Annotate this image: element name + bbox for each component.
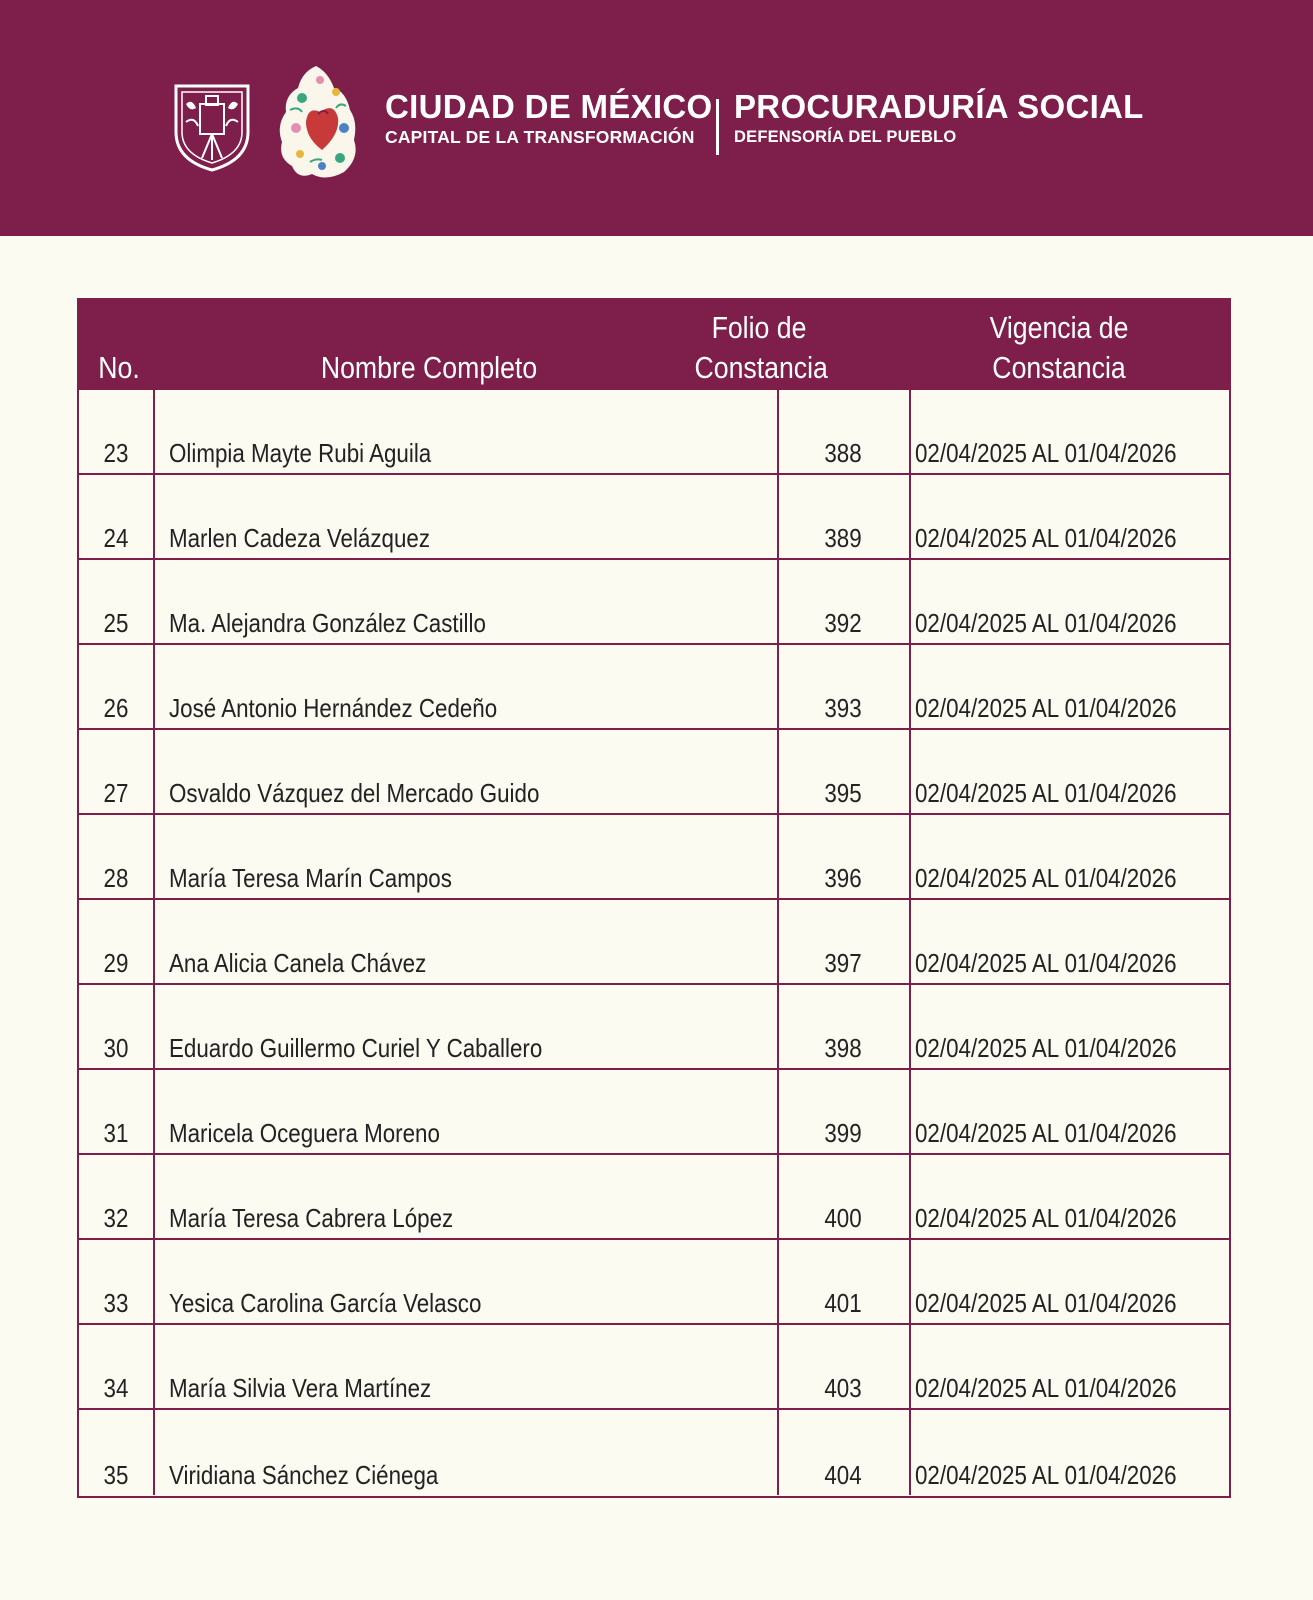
person-name-cell [153,815,779,898]
folio-number: 403 [824,1373,862,1403]
folio-number-cell [777,900,911,983]
col-header-folio-line1: Folio de [711,310,807,345]
vigencia-range-cell [909,1240,1229,1323]
vigencia-range-cell [909,475,1229,558]
table-row [79,1325,1229,1410]
brand-divider [716,99,719,155]
row-number: 23 [103,438,129,468]
person-name: Marlen Cadeza Velázquez [169,523,431,553]
col-header-vigencia-line2: Constancia [992,350,1126,385]
person-name-cell [153,730,779,813]
row-number-cell [79,1410,155,1495]
table-row [79,1410,1229,1495]
col-header-name: Nombre Completo [320,350,538,385]
header-banner [0,0,1313,236]
brand-city [385,88,712,148]
vigencia-range-cell [909,730,1229,813]
row-number: 35 [103,1460,129,1490]
vigencia-range: 02/04/2025 AL 01/04/2026 [915,1033,1177,1063]
person-name-cell [153,1155,779,1238]
folio-number: 400 [824,1203,862,1233]
table-row [79,730,1229,815]
table-row [79,985,1229,1070]
vigencia-range: 02/04/2025 AL 01/04/2026 [915,1460,1177,1490]
folio-number: 395 [824,778,862,808]
vigencia-range: 02/04/2025 AL 01/04/2026 [915,608,1177,638]
row-number: 32 [103,1203,129,1233]
brand-agency-subtitle: DEFENSORÍA DEL PUEBLO [734,128,957,146]
person-name-cell [153,1240,779,1323]
folio-number: 401 [824,1288,862,1318]
row-number-cell [79,900,155,983]
vigencia-range-cell [909,900,1229,983]
row-number: 33 [103,1288,129,1318]
folio-number: 392 [824,608,862,638]
vigencia-range: 02/04/2025 AL 01/04/2026 [915,1373,1177,1403]
col-header-no: No. [98,350,140,385]
vigencia-range: 02/04/2025 AL 01/04/2026 [915,778,1177,808]
person-name: José Antonio Hernández Cedeño [169,693,498,723]
row-number-cell [79,815,155,898]
folio-number-cell [777,730,911,813]
folio-number-cell [777,1070,911,1153]
row-number: 27 [103,778,129,808]
row-number: 34 [103,1373,129,1403]
folio-number-cell [777,985,911,1068]
vigencia-range-cell [909,815,1229,898]
folio-number-cell [777,1410,911,1495]
person-name: Osvaldo Vázquez del Mercado Guido [169,778,540,808]
col-header-vigencia-line1: Vigencia de [989,310,1129,345]
constancias-table [77,298,1231,1498]
cdmx-heart-map-logo [274,62,366,184]
folio-number: 388 [824,438,862,468]
row-number-cell [79,1240,155,1323]
person-name: María Teresa Cabrera López [169,1203,454,1233]
person-name-cell [153,645,779,728]
vigencia-range: 02/04/2025 AL 01/04/2026 [915,863,1177,893]
row-number-cell [79,730,155,813]
vigencia-range: 02/04/2025 AL 01/04/2026 [915,1118,1177,1148]
row-number: 29 [103,948,129,978]
person-name-cell [153,985,779,1068]
folio-number: 396 [824,863,862,893]
row-number: 24 [103,523,129,553]
col-header-folio-line2: Constancia [694,350,828,385]
person-name-cell [153,475,779,558]
row-number-cell [79,1325,155,1408]
folio-number: 399 [824,1118,862,1148]
person-name: Ma. Alejandra González Castillo [169,608,486,638]
folio-number-cell [777,1240,911,1323]
person-name: Eduardo Guillermo Curiel Y Caballero [169,1033,543,1063]
folio-number-cell [777,815,911,898]
table-row [79,645,1229,730]
row-number-cell [79,645,155,728]
folio-number: 398 [824,1033,862,1063]
folio-number-cell [777,475,911,558]
person-name-cell [153,1325,779,1408]
person-name: Yesica Carolina García Velasco [169,1288,482,1318]
table-row [79,900,1229,985]
table-row [79,815,1229,900]
vigencia-range: 02/04/2025 AL 01/04/2026 [915,523,1177,553]
vigencia-range-cell [909,645,1229,728]
vigencia-range: 02/04/2025 AL 01/04/2026 [915,1288,1177,1318]
col-header-folio [694,308,828,388]
person-name: María Silvia Vera Martínez [169,1373,432,1403]
person-name-cell [153,1410,779,1495]
folio-number-cell [777,560,911,643]
vigencia-range: 02/04/2025 AL 01/04/2026 [915,693,1177,723]
table-header [79,300,1229,390]
row-number: 28 [103,863,129,893]
person-name-cell [153,560,779,643]
table-row [79,560,1229,645]
folio-number-cell [777,390,911,473]
vigencia-range: 02/04/2025 AL 01/04/2026 [915,438,1177,468]
row-number-cell [79,560,155,643]
person-name: María Teresa Marín Campos [169,863,452,893]
person-name-cell [153,900,779,983]
person-name: Olimpia Mayte Rubi Aguila [169,438,432,468]
vigencia-range: 02/04/2025 AL 01/04/2026 [915,948,1177,978]
row-number-cell [79,1155,155,1238]
person-name-cell [153,390,779,473]
vigencia-range: 02/04/2025 AL 01/04/2026 [915,1203,1177,1233]
vigencia-range-cell [909,1410,1229,1495]
folio-number-cell [777,645,911,728]
vigencia-range-cell [909,1155,1229,1238]
person-name: Ana Alicia Canela Chávez [169,948,427,978]
folio-number: 404 [824,1460,862,1490]
brand-city-subtitle: CAPITAL DE LA TRANSFORMACIÓN [385,127,695,147]
table-row [79,390,1229,475]
person-name-cell [153,1070,779,1153]
row-number-cell [79,390,155,473]
row-number: 30 [103,1033,129,1063]
vigencia-range-cell [909,390,1229,473]
vigencia-range-cell [909,560,1229,643]
brand-agency-title: PROCURADURÍA SOCIAL [734,88,1144,125]
folio-number: 397 [824,948,862,978]
table-row [79,1070,1229,1155]
row-number-cell [79,475,155,558]
folio-number-cell [777,1155,911,1238]
table-row [79,1155,1229,1240]
vigencia-range-cell [909,985,1229,1068]
row-number-cell [79,985,155,1068]
vigencia-range-cell [909,1070,1229,1153]
row-number: 31 [103,1118,129,1148]
row-number: 25 [103,608,129,638]
row-number: 26 [103,693,129,723]
folio-number: 389 [824,523,862,553]
brand-city-title: CIUDAD DE MÉXICO [385,88,713,125]
person-name: Viridiana Sánchez Ciénega [169,1460,439,1490]
person-name: Maricela Oceguera Moreno [169,1118,440,1148]
folio-number: 393 [824,693,862,723]
brand-agency [734,88,1144,148]
table-row [79,475,1229,560]
folio-number-cell [777,1325,911,1408]
table-row [79,1240,1229,1325]
cdmx-shield-icon [172,82,252,172]
row-number-cell [79,1070,155,1153]
col-header-vigencia [930,308,1188,388]
vigencia-range-cell [909,1325,1229,1408]
